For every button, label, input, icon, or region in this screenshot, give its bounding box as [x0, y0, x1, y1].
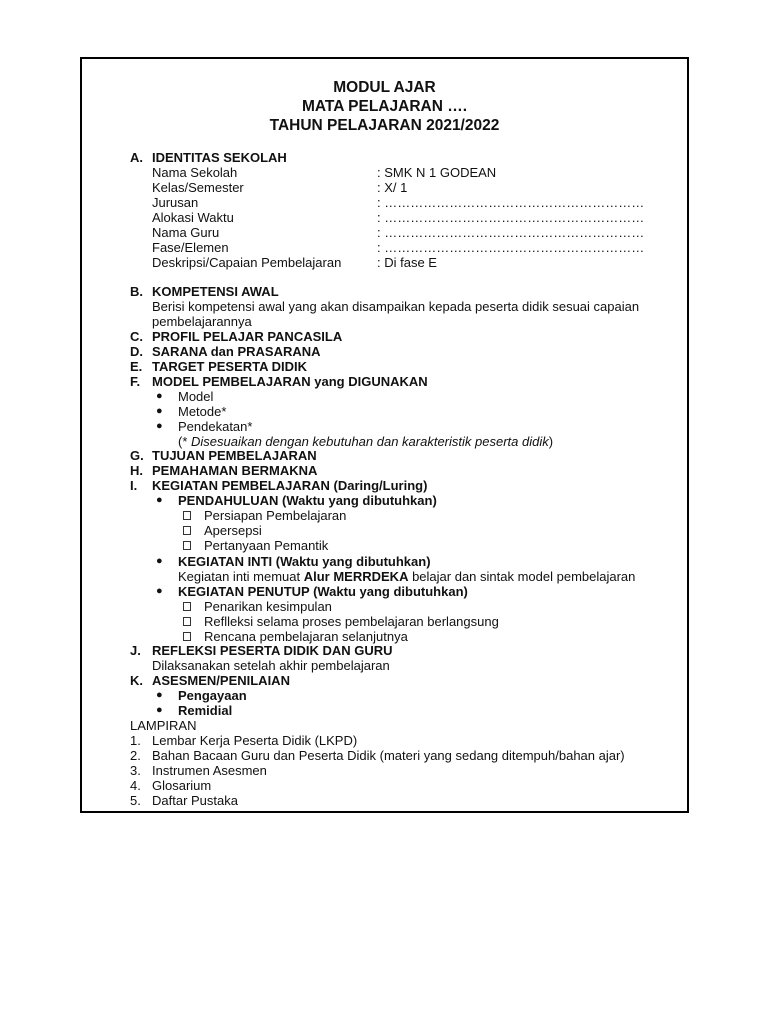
doc-year: TAHUN PELAJARAN 2021/2022 — [269, 117, 500, 134]
field-label: Jurusan — [152, 195, 199, 210]
field-value: : SMK N 1 GODEAN — [377, 165, 497, 180]
list-item: Persiapan Pembelajaran — [204, 508, 347, 523]
section-b-letter: B. — [130, 284, 143, 299]
bullet-dot-icon: ● — [156, 555, 163, 567]
lampiran-item: Bahan Bacaan Guru dan Peserta Didik (materi yang sedang ditempuh/bahan ajar) — [152, 748, 625, 763]
section-k-letter: K. — [130, 673, 143, 688]
section-j-desc: Dilaksanakan setelah akhir pembelajaran — [152, 658, 390, 673]
lampiran-item: Lembar Kerja Peserta Didik (LKPD) — [152, 733, 358, 748]
lampiran-num: 4. — [130, 778, 141, 793]
field-value: : Di fase E — [377, 255, 437, 270]
section-h-letter: H. — [130, 463, 143, 478]
section-k-title: ASESMEN/PENILAIAN — [152, 673, 290, 688]
doc-title: MODUL AJAR — [333, 79, 436, 96]
section-e-title: TARGET PESERTA DIDIK — [152, 359, 308, 374]
section-d-title: SARANA dan PRASARANA — [152, 344, 321, 359]
lampiran-num: 2. — [130, 748, 141, 763]
field-label: Kelas/Semester — [152, 180, 244, 195]
section-h-title: PEMAHAMAN BERMAKNA — [152, 463, 318, 478]
field-label: Fase/Elemen — [152, 240, 229, 255]
section-i-title: KEGIATAN PEMBELAJARAN (Daring/Luring) — [152, 478, 428, 493]
list-item: Apersepsi — [204, 523, 262, 538]
lampiran-item: Glosarium — [152, 778, 212, 793]
list-item: Metode* — [178, 404, 227, 419]
inti-title: KEGIATAN INTI (Waktu yang dibutuhkan) — [178, 554, 431, 569]
section-b-title: KOMPETENSI AWAL — [152, 284, 279, 299]
checkbox-icon — [183, 511, 191, 520]
note-text: Disesuaikan dengan kebutuhan dan karakteristik peserta didik — [191, 434, 549, 449]
list-item: Pengayaan — [178, 688, 247, 703]
section-a-letter: A. — [130, 150, 143, 165]
list-item: Reflleksi selama proses pembelajaran berlangsung — [204, 614, 499, 629]
field-label: Nama Guru — [152, 225, 220, 240]
section-c-letter: C. — [130, 329, 143, 344]
inti-desc-bold: Alur MERRDEKA — [303, 569, 409, 584]
section-g-title: TUJUAN PEMBELAJARAN — [152, 448, 317, 463]
list-item: Pendekatan* — [178, 419, 253, 434]
field-value: : …………………………………………………… — [377, 210, 645, 225]
list-item: Penarikan kesimpulan — [204, 599, 332, 614]
list-item: Pertanyaan Pemantik — [204, 538, 329, 553]
field-value: : …………………………………………………… — [377, 195, 645, 210]
field-label: Alokasi Waktu — [152, 210, 234, 225]
pendahuluan-title: PENDAHULUAN (Waktu yang dibutuhkan) — [178, 493, 437, 508]
checkbox-icon — [183, 617, 191, 626]
lampiran-item: Instrumen Asesmen — [152, 763, 267, 778]
note-open: (* — [178, 434, 191, 449]
bullet-dot-icon: ● — [156, 689, 163, 701]
bullet-dot-icon: ● — [156, 704, 163, 716]
section-e-letter: E. — [130, 359, 143, 374]
lampiran-num: 3. — [130, 763, 141, 778]
lampiran-item: Daftar Pustaka — [152, 793, 238, 808]
bullet-dot-icon: ● — [156, 420, 163, 432]
field-value: : …………………………………………………… — [377, 225, 645, 240]
field-label: Deskripsi/Capaian Pembelajaran — [152, 255, 342, 270]
section-c-title: PROFIL PELAJAR PANCASILA — [152, 329, 343, 344]
lampiran-num: 1. — [130, 733, 141, 748]
checkbox-icon — [183, 602, 191, 611]
section-f-note — [178, 434, 553, 449]
section-d-letter: D. — [130, 344, 143, 359]
lampiran-num: 5. — [130, 793, 141, 808]
bullet-dot-icon: ● — [156, 405, 163, 417]
section-g-letter: G. — [130, 448, 144, 463]
field-value: : X/ 1 — [377, 180, 408, 195]
section-i-letter: I. — [130, 478, 138, 493]
bullet-dot-icon: ● — [156, 494, 163, 506]
list-item: Rencana pembelajaran selanjutnya — [204, 629, 408, 644]
checkbox-icon — [183, 541, 191, 550]
section-j-title: REFLEKSI PESERTA DIDIK DAN GURU — [152, 643, 393, 658]
inti-desc-pre: Kegiatan inti memuat — [178, 569, 304, 584]
note-close: ) — [548, 434, 554, 449]
doc-subject: MATA PELAJARAN …. — [301, 98, 468, 115]
field-label: Nama Sekolah — [152, 165, 238, 180]
bullet-dot-icon: ● — [156, 585, 163, 597]
section-j-letter: J. — [130, 643, 141, 658]
list-item: Model — [178, 389, 214, 404]
lampiran-title: LAMPIRAN — [130, 718, 197, 733]
inti-desc-post: belajar dan sintak model pembelajaran — [408, 569, 636, 584]
bullet-dot-icon: ● — [156, 390, 163, 402]
field-value: : …………………………………………………… — [377, 240, 645, 255]
section-f-letter: F. — [130, 374, 141, 389]
section-f-title: MODEL PEMBELAJARAN yang DIGUNAKAN — [152, 374, 428, 389]
checkbox-icon — [183, 526, 191, 535]
list-item: Remidial — [178, 703, 233, 718]
checkbox-icon — [183, 632, 191, 641]
section-b-desc: Berisi kompetensi awal yang akan disampaikan kepada peserta didik sesuai capaian — [152, 299, 640, 314]
inti-desc — [178, 569, 635, 584]
section-a-title: IDENTITAS SEKOLAH — [152, 150, 287, 165]
penutup-title: KEGIATAN PENUTUP (Waktu yang dibutuhkan) — [178, 584, 468, 599]
section-b-desc-cont: pembelajarannya — [152, 314, 252, 329]
